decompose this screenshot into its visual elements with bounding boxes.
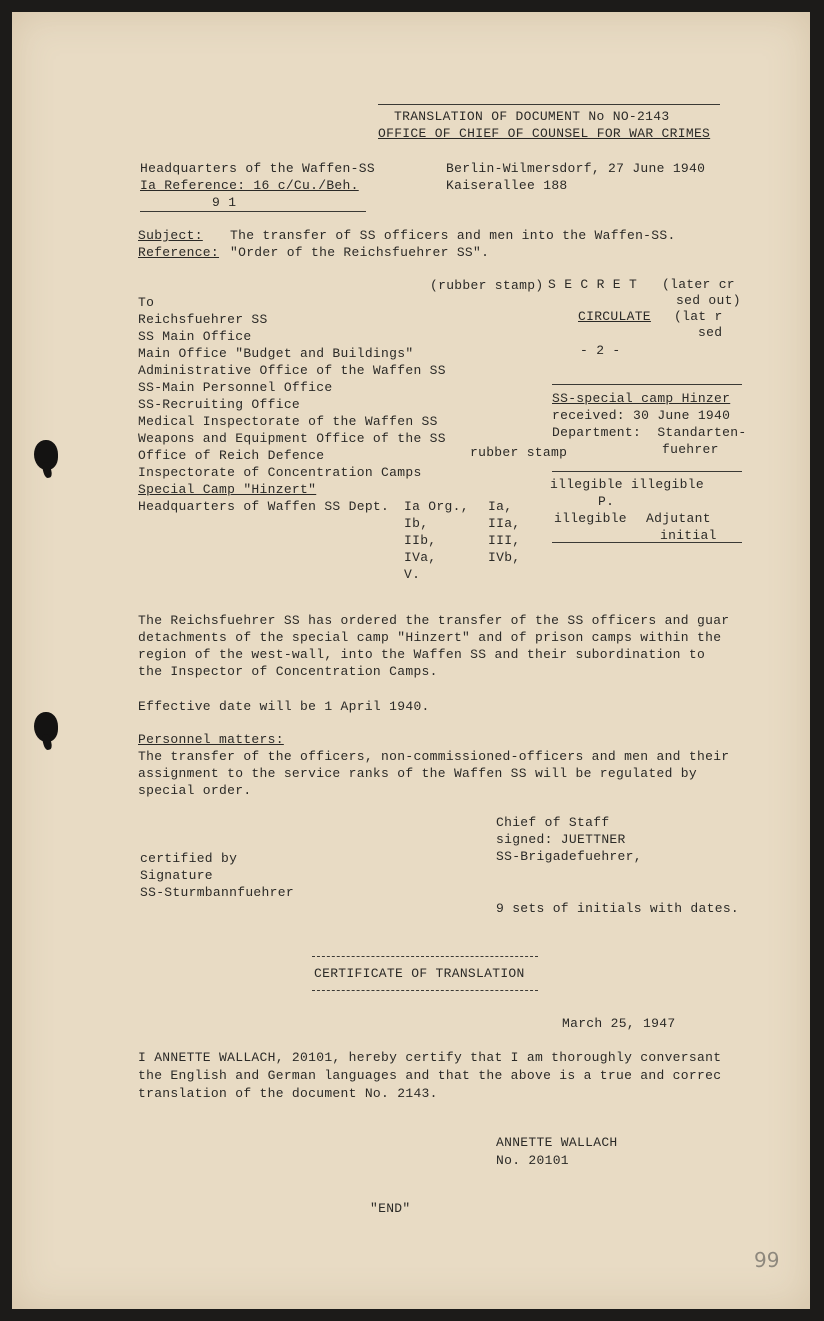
effective-date-line: Effective date will be 1 April 1940.	[138, 699, 430, 714]
camp-stamp-rule-bottom	[552, 542, 742, 543]
certificate-date: March 25, 1947	[562, 1016, 676, 1031]
rubber-stamp-mid: rubber stamp	[470, 445, 568, 460]
received-line: received: 30 June 1940	[552, 408, 731, 423]
fuehrer-line: fuehrer	[662, 442, 719, 457]
punch-hole-bottom	[34, 712, 58, 742]
circulate-stamp: CIRCULATE	[578, 309, 651, 324]
recipient-line: Headquarters of Waffen SS Dept.	[138, 499, 390, 514]
recipient-line: SS-Main Personnel Office	[138, 380, 333, 395]
reference-label: Reference:	[138, 245, 220, 260]
illegible-line-1: illegible illegible	[550, 477, 704, 492]
recipient-line: Administrative Office of the Waffen SS	[138, 363, 446, 378]
chief-of-staff: Chief of Staff	[496, 815, 610, 830]
translator-name: ANNETTE WALLACH	[496, 1135, 618, 1150]
recipient-line: Reichsfuehrer SS	[138, 312, 268, 327]
dept-col1-item: IVa,	[404, 550, 437, 565]
p-line: P.	[598, 494, 615, 509]
dept-col1-item: IIb,	[404, 533, 437, 548]
end-marker: "END"	[370, 1201, 411, 1216]
dept-col2-item: IIa,	[488, 516, 521, 531]
header-line-2: OFFICE OF CHIEF OF COUNSEL FOR WAR CRIMES	[378, 126, 711, 141]
dept-col2-item: III,	[488, 533, 521, 548]
page-number-stamp: - 2 -	[580, 343, 621, 358]
recipient-line: SS-Recruiting Office	[138, 397, 301, 412]
certificate-text-line: translation of the document No. 2143.	[138, 1086, 438, 1101]
recipient-line: Office of Reich Defence	[138, 448, 325, 463]
document-page	[12, 12, 810, 1309]
header-line-1: TRANSLATION OF DOCUMENT No NO-2143	[394, 109, 670, 124]
body-paragraph-1-line: the Inspector of Concentration Camps.	[138, 664, 438, 679]
dept-col1-item: Ib,	[404, 516, 429, 531]
illegible-line-2: illegible	[554, 511, 627, 526]
personnel-matters-label: Personnel matters:	[138, 732, 284, 747]
certificate-rule-bottom	[312, 990, 538, 991]
certificate-title: CERTIFICATE OF TRANSLATION	[314, 966, 525, 981]
translator-number: No. 20101	[496, 1153, 569, 1168]
rubber-stamp-top: (rubber stamp)	[430, 278, 544, 293]
rank-line: SS-Brigadefuehrer,	[496, 849, 642, 864]
recipient-line: Weapons and Equipment Office of the SS	[138, 431, 446, 446]
certificate-text-line: the English and German languages and that the above is a true and correc	[138, 1068, 722, 1083]
recipient-line-underlined: Special Camp "Hinzert"	[138, 482, 317, 497]
camp-stamp-rule-mid	[552, 471, 742, 472]
initials-line: 9 sets of initials with dates.	[496, 901, 740, 916]
dept-col2-item: IVb,	[488, 550, 521, 565]
recipient-line: SS Main Office	[138, 329, 252, 344]
certified-by: certified by	[140, 851, 238, 866]
dept-col1-item: V.	[404, 567, 421, 582]
department-line: Department: Standarten-	[552, 425, 747, 440]
body-paragraph-1-line: detachments of the special camp "Hinzert" and of prison camps within the	[138, 630, 722, 645]
place-date-line-2: Kaiserallee 188	[446, 178, 568, 193]
place-date-line-1: Berlin-Wilmersdorf, 27 June 1940	[446, 161, 706, 176]
signed-line: signed: JUETTNER	[496, 832, 626, 847]
recipient-line: Medical Inspectorate of the Waffen SS	[138, 414, 438, 429]
sender-rule	[140, 211, 366, 212]
subject-label: Subject:	[138, 228, 203, 243]
dept-col2-item: Ia,	[488, 499, 513, 514]
certificate-rule-top	[312, 956, 538, 957]
pencil-page-number: 99	[754, 1248, 780, 1272]
initial-line: initial	[660, 528, 717, 543]
body-paragraph-3-line: The transfer of the officers, non-commissioned-officers and men and their	[138, 749, 730, 764]
camp-stamp-rule-top	[552, 384, 742, 385]
reference-text: "Order of the Reichsfuehrer SS".	[230, 245, 490, 260]
adjutant-line: Adjutant	[646, 511, 711, 526]
dept-col1-item: Ia Org.,	[404, 499, 469, 514]
sender-line-3: 9 1	[212, 195, 237, 210]
later-crossed-2: sed out)	[676, 293, 741, 308]
body-paragraph-3-line: special order.	[138, 783, 252, 798]
sender-line-2: Ia Reference: 16 c/Cu./Beh.	[140, 178, 359, 193]
punch-hole-top	[34, 440, 58, 470]
secret-stamp: S E C R E T	[548, 277, 638, 292]
later-crossed-2b: sed	[698, 325, 723, 340]
certificate-text-line: I ANNETTE WALLACH, 20101, hereby certify that I am thoroughly conversant	[138, 1050, 722, 1065]
header-rule-top	[378, 104, 720, 105]
camp-stamp-line: SS-special camp Hinzer	[552, 391, 731, 406]
body-paragraph-1-line: region of the west-wall, into the Waffen SS and their subordination to	[138, 647, 706, 662]
sturmbann-line: SS-Sturmbannfuehrer	[140, 885, 294, 900]
signature-line: Signature	[140, 868, 213, 883]
body-paragraph-3-line: assignment to the service ranks of the Waffen SS will be regulated by	[138, 766, 697, 781]
subject-text: The transfer of SS officers and men into the Waffen-SS.	[230, 228, 676, 243]
later-crossed-2a: (lat r	[674, 309, 723, 324]
recipient-line: Inspectorate of Concentration Camps	[138, 465, 422, 480]
sender-line-1: Headquarters of the Waffen-SS	[140, 161, 375, 176]
recipient-to: To	[138, 295, 155, 310]
later-crossed-1: (later cr	[662, 277, 735, 292]
recipient-line: Main Office "Budget and Buildings"	[138, 346, 414, 361]
body-paragraph-1-line: The Reichsfuehrer SS has ordered the transfer of the SS officers and guar	[138, 613, 730, 628]
